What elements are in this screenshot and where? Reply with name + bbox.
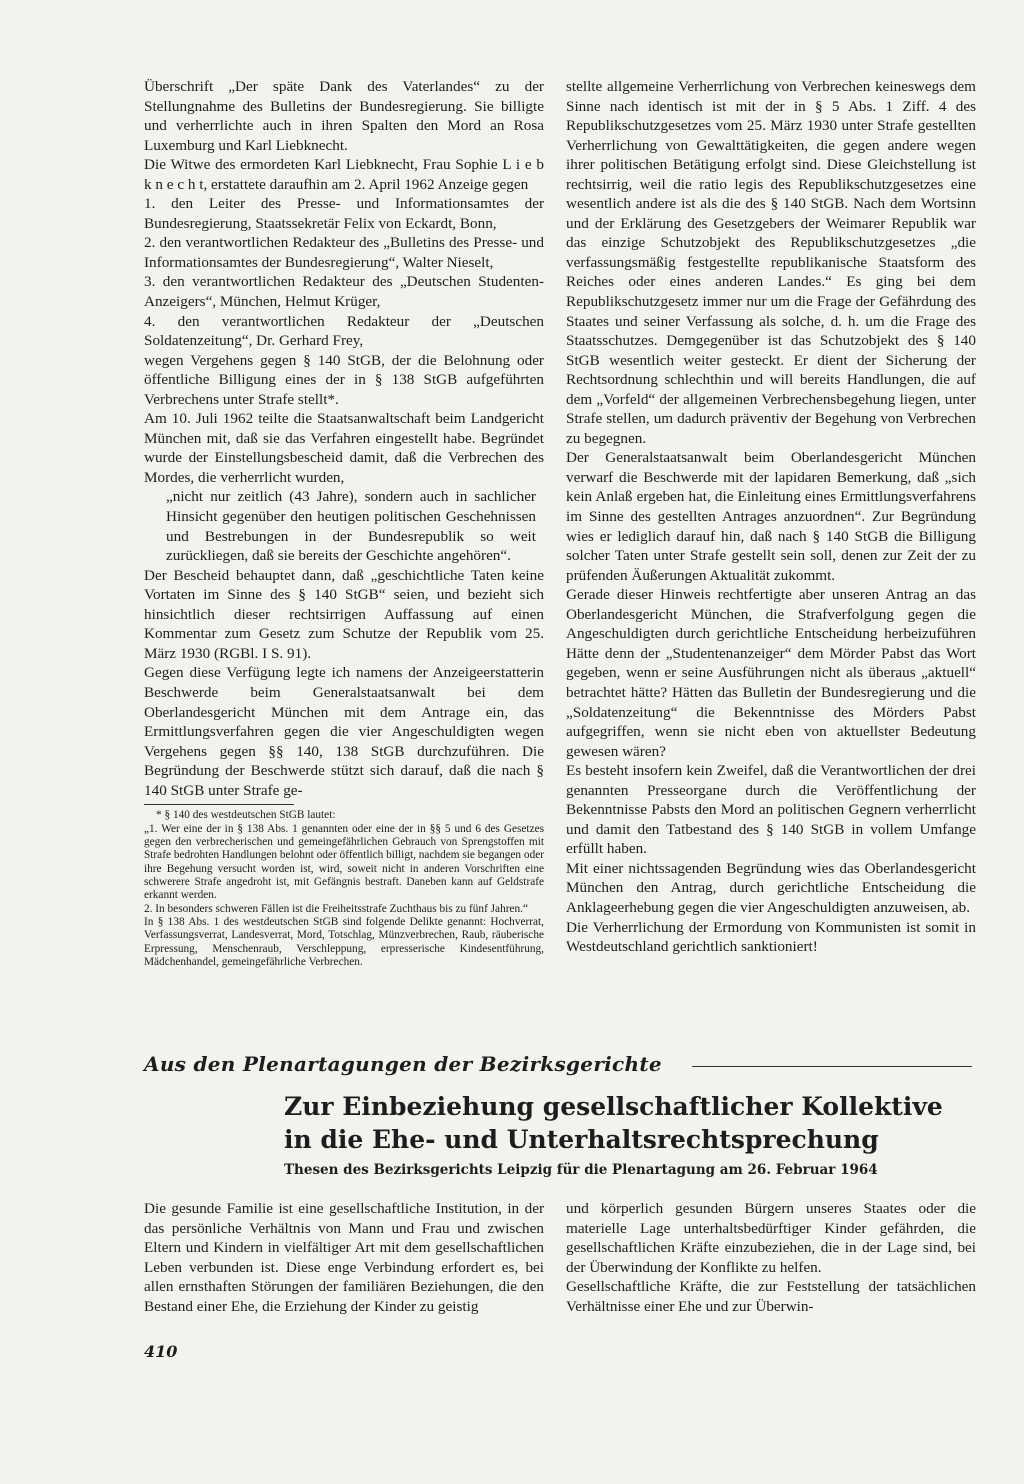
article-title (284, 1090, 984, 1156)
section-kicker: Aus den Plenartagungen der Bezirksgerichte (144, 1052, 662, 1076)
footnote: * § 140 des westdeutschen StGB lautet: (156, 809, 336, 822)
page-number: 410 (144, 1342, 178, 1361)
footnote: „1. Wer eine der in § 138 Abs. 1 genannten oder eine der in §§ 5 und 6 des Gesetzes gegen den verbrecherischen und gemeingefährlichen Gebrauch von Sprengstoffen mit Strafe bedrohten Handlungen belohnt oder öffentlich billigt, nachdem sie begangen oder ihre Begehung versucht worden ist, wird, soweit nicht in anderen Vorschriften eine schwerere Strafe angedroht ist, mit Gefängnis bestraft. Daneben kann auf Geldstrafe erkannt werden. (144, 822, 544, 902)
paragraph: Überschrift „Der späte Dank des Vaterlandes“ zu der Stellungnahme des Bulletins der Bundesregierung. Sie billigte und verherrlichte auch in ihren Spalten den Mord an Rosa Luxemburg und Karl Liebknecht. (144, 78, 544, 154)
section-header (144, 1052, 974, 1092)
article-subtitle: Thesen des Bezirksgerichts Leipzig für die Plenartagung am 26. Februar 1964 (284, 1162, 878, 1178)
upper-right-column (566, 77, 976, 957)
paragraph: Am 10. Juli 1962 teilte die Staatsanwaltschaft beim Landgericht München mit, daß sie das Verfahren eingestellt habe. Begründet wurde der Einstellungsbescheid damit, daß die Verbrechen des Mordes, die verherrlicht wurden, (144, 410, 544, 486)
paragraph: Gerade dieser Hinweis rechtfertigte aber unseren Antrag an das Oberlandesgericht München, die Strafverfolgung gegen die Angeschuldigten durch gerichtliche Entscheidung herbeizuführen Hätte denn der „Studentenanzeiger“ dem Mörder Pabst das Wort gegeben, wenn er seine Ausführungen nicht als überaus „aktuell“ betrachtet hätte? Hätten das Bulletin der Bundesregierung und die „Soldatenzeitung“ die Bekenntnisse des Mörders Pabst aufgegriffen, wenn sie nicht eben von aktuellster Bedeutung gewesen wären? (566, 586, 976, 760)
block-quote: „nicht nur zeitlich (43 Jahre), sondern auch in sachlicher Hinsicht gegenüber den heutigen politischen Geschehnissen und Bestrebungen in der Bundesrepublik so weit zurückliegen, daß sie bereits der Geschichte angehören“. (166, 488, 536, 565)
paragraph: wegen Vergehens gegen § 140 StGB, der die Belohnung oder öffentliche Billigung eines der in § 138 StGB aufgeführten Verbrechens unter Strafe stellt*. (144, 351, 544, 408)
article-right-column (566, 1199, 976, 1316)
paragraph: Gegen diese Verfügung legte ich namens der Anzeigeerstatterin Beschwerde beim Generalstaatsanwalt bei dem Oberlandesgericht München mit dem Antrage ein, das Ermittlungsverfahren gegen die vier Angeschuldigten wegen Vergehens gegen §§ 140, 138 StGB durchzuführen. Die Begründung der Beschwerde stützt sich darauf, daß die nach § 140 StGB unter Strafe ge- (144, 664, 544, 799)
paragraph: Mit einer nichtssagenden Begründung wies das Oberlandesgericht München den Antrag, durch gerichtliche Entscheidung die Anklageerhebung gegen die vier Angeschuldigten anzuweisen, ab. (566, 859, 976, 916)
footnote: In § 138 Abs. 1 des westdeutschen StGB sind folgende Delikte genannt: Hochverrat, Verfassungsverrat, Landesverrat, Mord, Totschlag, Münzverbrechen, Raub, räuberische Erpressung, Menschenraub, Verschleppung, erpresserische Kindesentführung, Mädchenhandel, gemeingefährliche Verbrechen. (144, 915, 544, 969)
upper-left-column (144, 77, 544, 969)
paragraph: Die gesunde Familie ist eine gesellschaftliche Institution, in der das persönliche Verhältnis von Mann und Frau und zwischen Eltern und Kindern in vielfältiger Art mit dem gesellschaftlichen Leben verbunden ist. Diese enge Verbindung erfordert es, bei allen ernsthaften Störungen der familiären Beziehungen, die den Bestand einer Ehe, die Erziehung der Kinder zu geistig (144, 1200, 544, 1315)
paragraph: Der Generalstaatsanwalt beim Oberlandesgericht München verwarf die Beschwerde mit der lapidaren Bemerkung, daß „sich kein Anlaß ergeben hat, die Einleitung eines Ermittlungsverfahrens im Sinne des gestellten Antrages anzuordnen“. Zur Begründung wies er lediglich darauf hin, daß nach § 140 StGB die Billigung solcher Taten unter Strafe gestellt sein soll, denen zur Zeit der zu prüfenden Äußerungen Aktualität zukommt. (566, 449, 976, 584)
paragraph: Der Bescheid behauptet dann, daß „geschichtliche Taten keine Vortaten im Sinne des § 140 StGB“ seien, und bezieht sich hinsichtlich dieser rechtsirrigen Auffassung auf einen Kommentar zum Gesetz zum Schutze der Republik vom 25. März 1930 (RGBl. I S. 91). (144, 566, 544, 662)
section-rule (692, 1066, 972, 1067)
paragraph: Gesellschaftliche Kräfte, die zur Feststellung der tatsächlichen Verhältnisse einer Ehe und zur Überwin- (566, 1278, 976, 1315)
list-item: 1. den Leiter des Presse- und Informationsamtes der Bundesregierung, Staatssekretär Felix von Eckardt, Bonn, (144, 195, 544, 232)
article-title-line: in die Ehe- und Unterhaltsrechtsprechung (284, 1125, 879, 1154)
paragraph: stellte allgemeine Verherrlichung von Verbrechen keineswegs dem Sinne nach identisch ist mit der in § 5 Abs. 1 Ziff. 4 des Republikschutzgesetzes vom 25. März 1930 unter Strafe gestellten Verherrlichung von Gewalttätigkeiten, die gegen andere wegen ihrer politischen Betätigung erfolgt sind. Diese Gleichstellung ist rechtsirrig, weil die ratio legis des Republikschutzgesetzes eine wesentlich andere ist als die des § 140 StGB. Nach dem Wortsinn und der Erklärung des Gesetzgebers der Weimarer Republik war das einzige Schutzobjekt des Republikschutzgesetzes „die verfassungsmäßig festgestellte republikanische Staatsform des Reiches oder eines anderen Landes.“ Es ging bei dem Republikschutzgesetz immer nur um die Frage der Gefährdung des Staates und seiner Verfassung als solche, d. h. um die Frage des Staatsschutzes. Demgegenüber ist das Schutzobjekt des § 140 StGB wesentlich weiter gesteckt. Er dient der Sicherung der Rechtsordnung schlechthin und will bereits Handlungen, die auf dem „Vorfeld“ der allgemeinen Verbrechensbegehung liegen, unter Strafe stellen, um dadurch präventiv der Begehung von Verbrechen zu begegnen. (566, 78, 976, 447)
list-item: 2. den verantwortlichen Redakteur des „Bulletins des Presse- und Informationsamtes der Bundesregierung“, Walter Nieselt, (144, 234, 544, 271)
footnotes (144, 809, 544, 969)
footnote: 2. In besonders schweren Fällen ist die Freiheitsstrafe Zuchthaus bis zu fünf Jahren.“ (144, 902, 528, 915)
paragraph: Die Verherrlichung der Ermordung von Kommunisten ist somit in Westdeutschland gerichtlich sanktioniert! (566, 918, 976, 956)
article-title-line: Zur Einbeziehung gesellschaftlicher Kollektive (284, 1092, 943, 1121)
paragraph: und körperlich gesunden Bürgern unseres Staates oder die materielle Lage unterhaltsbedürftiger Kinder gefährden, die gesellschaftlichen Kräfte einzubeziehen, die in der Lage sind, bei der Überwindung der Konflikte zu helfen. (566, 1200, 976, 1276)
paragraph: Es besteht insofern kein Zweifel, daß die Verantwortlichen der drei genannten Presseorgane durch die Veröffentlichung der Bekenntnisse Pabsts den Mord an politischen Gegnern verherrlicht und damit den Tatbestand des § 140 StGB in vollem Umfange erfüllt haben. (566, 762, 976, 858)
list-item: 4. den verantwortlichen Redakteur der „Deutschen Soldatenzeitung“, Dr. Gerhard Frey, (144, 312, 544, 350)
footnote-divider (144, 804, 294, 805)
list-item: 3. den verantwortlichen Redakteur des „Deutschen Studenten-Anzeigers“, München, Helmut Krüger, (144, 273, 544, 311)
article-left-column (144, 1199, 544, 1316)
paragraph: Die Witwe des ermordeten Karl Liebknecht, Frau Sophie L i e b k n e c h t, erstattete daraufhin am 2. April 1962 Anzeige gegen (144, 156, 544, 193)
